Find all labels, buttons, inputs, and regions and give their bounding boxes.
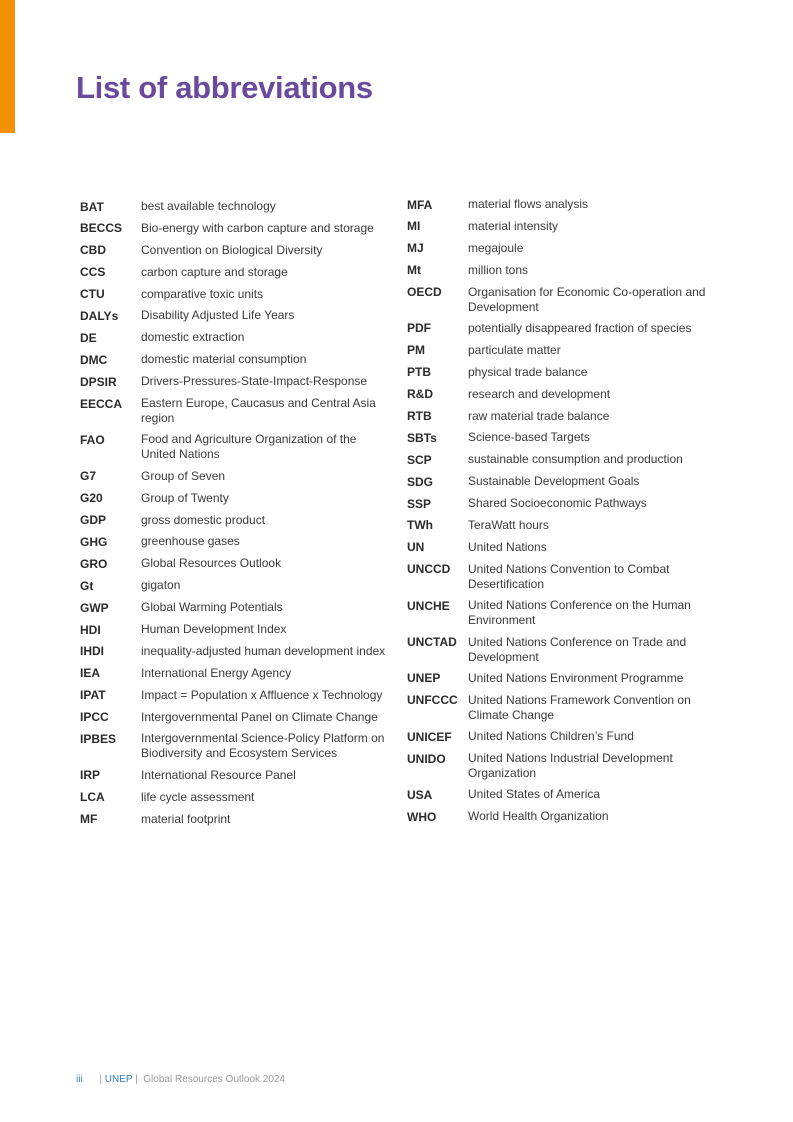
abbreviation-term: OECD xyxy=(407,285,442,300)
abbreviation-definition: Global Warming Potentials xyxy=(141,600,283,615)
abbreviation-definition: Drivers-Pressures-State-Impact-Response xyxy=(141,374,368,389)
abbreviation-term: MFA xyxy=(407,197,433,212)
abbreviation-term: LCA xyxy=(80,790,105,805)
abbreviation-entry xyxy=(407,321,727,337)
abbreviation-term: SBTs xyxy=(407,430,437,445)
abbreviation-term: IPCC xyxy=(80,710,109,725)
abbreviation-term: UNIDO xyxy=(407,751,446,766)
page-number: iii xyxy=(76,1074,83,1085)
abbreviation-definition: greenhouse gases xyxy=(141,534,240,549)
abbreviation-entry xyxy=(80,308,390,324)
abbreviation-definition: Eastern Europe, Caucasus and Central Asia region xyxy=(141,396,376,426)
abbreviation-entry xyxy=(407,343,727,359)
abbreviation-entry xyxy=(80,221,390,237)
abbreviation-entry xyxy=(80,790,390,806)
abbreviation-term: GRO xyxy=(80,556,108,571)
abbreviation-term: SSP xyxy=(407,496,432,511)
abbreviation-definition: United Nations Convention to Combat Desertification xyxy=(468,561,670,591)
abbreviation-term: SDG xyxy=(407,474,434,489)
abbreviation-term: UNEP xyxy=(407,671,441,686)
footer-separator: | xyxy=(132,1074,144,1085)
abbreviation-entry xyxy=(407,365,727,381)
accent-bar xyxy=(0,0,15,133)
abbreviation-term: DALYs xyxy=(80,308,119,323)
abbreviation-term: Mt xyxy=(407,263,421,278)
abbreviation-definition: Science-based Targets xyxy=(468,430,590,445)
abbreviation-entry xyxy=(80,491,390,507)
abbreviation-definition: research and development xyxy=(468,386,611,401)
abbreviation-definition: raw material trade balance xyxy=(468,408,610,423)
abbreviation-entry xyxy=(407,430,727,446)
abbreviation-term: MI xyxy=(407,219,421,234)
abbreviation-term: PTB xyxy=(407,365,431,380)
abbreviation-entry xyxy=(80,199,390,215)
abbreviation-definition: Intergovernmental Panel on Climate Change xyxy=(141,709,378,724)
abbreviation-entry xyxy=(407,263,727,279)
abbreviation-term: DE xyxy=(80,330,97,345)
footer-publication: Global Resources Outlook 2024 xyxy=(143,1074,286,1085)
abbreviation-term: UNICEF xyxy=(407,729,452,744)
abbreviation-definition: Group of Twenty xyxy=(141,490,229,505)
abbreviation-entry xyxy=(80,287,390,303)
abbreviation-entry xyxy=(407,729,727,745)
abbreviation-definition: sustainable consumption and production xyxy=(468,452,683,467)
abbreviation-term: IPBES xyxy=(80,731,117,746)
abbreviation-term: RTB xyxy=(407,409,432,424)
abbreviation-definition: International Resource Panel xyxy=(141,767,296,782)
page-footer xyxy=(76,1073,285,1087)
abbreviation-term: SCP xyxy=(407,452,432,467)
abbreviation-entry xyxy=(407,219,727,235)
abbreviation-term: CTU xyxy=(80,287,105,302)
abbreviation-term: FAO xyxy=(80,432,105,447)
abbreviation-entry xyxy=(80,352,390,368)
abbreviation-entry xyxy=(80,265,390,281)
abbreviation-definition: United Nations Environment Programme xyxy=(468,670,684,685)
abbreviation-term: CCS xyxy=(80,265,106,280)
abbreviation-term: PDF xyxy=(407,321,431,336)
abbreviation-entry xyxy=(407,387,727,403)
abbreviation-entry xyxy=(80,710,390,726)
abbreviation-definition: Convention on Biological Diversity xyxy=(141,242,323,257)
abbreviation-entry xyxy=(407,496,727,512)
abbreviation-term: G7 xyxy=(80,469,97,484)
abbreviation-entry xyxy=(407,671,727,687)
abbreviation-entry xyxy=(407,693,727,723)
abbreviation-term: UNCHE xyxy=(407,598,450,613)
abbreviation-entry xyxy=(407,474,727,490)
abbreviation-definition: gross domestic product xyxy=(141,512,266,527)
abbreviation-term: USA xyxy=(407,787,433,802)
abbreviation-term: UN xyxy=(407,540,425,555)
abbreviation-term: UNFCCC xyxy=(407,693,458,708)
abbreviation-definition: Impact = Population x Affluence x Technology xyxy=(141,687,383,702)
abbreviation-definition: domestic material consumption xyxy=(141,352,307,367)
abbreviation-entry xyxy=(407,809,727,825)
abbreviation-definition: TeraWatt hours xyxy=(468,517,549,532)
abbreviation-definition: carbon capture and storage xyxy=(141,264,288,279)
abbreviation-definition: domestic extraction xyxy=(141,330,245,345)
abbreviation-term: GWP xyxy=(80,600,109,615)
page-title: List of abbreviations xyxy=(76,70,373,105)
abbreviation-term: IPAT xyxy=(80,688,106,703)
abbreviation-term: DMC xyxy=(80,352,108,367)
footer-org: UNEP xyxy=(104,1074,133,1085)
abbreviation-definition: physical trade balance xyxy=(468,364,588,379)
abbreviation-definition: megajoule xyxy=(468,240,524,255)
abbreviation-term: GDP xyxy=(80,513,107,528)
abbreviation-definition: material flows analysis xyxy=(468,197,589,211)
abbreviation-entry xyxy=(407,285,727,315)
abbreviation-definition: million tons xyxy=(468,262,529,277)
abbreviation-definition: United Nations Children’s Fund xyxy=(468,729,634,744)
abbreviation-term: Gt xyxy=(80,578,94,593)
abbreviation-definition: best available technology xyxy=(141,199,276,213)
abbreviation-entry xyxy=(80,432,390,462)
abbreviation-entry xyxy=(407,518,727,534)
abbreviation-entry xyxy=(80,731,390,761)
abbreviation-entry xyxy=(80,768,390,784)
abbreviation-term: EECCA xyxy=(80,396,123,411)
abbreviation-definition: potentially disappeared fraction of species xyxy=(468,320,692,335)
abbreviation-definition: Shared Socioeconomic Pathways xyxy=(468,496,647,511)
abbreviation-definition: Group of Seven xyxy=(141,468,226,483)
abbreviation-definition: Disability Adjusted Life Years xyxy=(141,308,295,323)
abbreviation-entry xyxy=(80,469,390,485)
abbreviation-entry xyxy=(407,562,727,592)
abbreviation-term: UNCTAD xyxy=(407,635,457,650)
abbreviation-definition: Intergovernmental Science-Policy Platform on Biodiversity and Ecosystem Services xyxy=(141,731,385,761)
abbreviation-definition: United Nations Industrial Development Organization xyxy=(468,751,673,781)
abbreviation-entry xyxy=(407,635,727,665)
abbreviation-definition: comparative toxic units xyxy=(141,286,264,301)
abbreviation-entry xyxy=(80,556,390,572)
abbreviation-entry xyxy=(80,330,390,346)
abbreviation-entry xyxy=(80,622,390,638)
abbreviation-entry xyxy=(80,374,390,390)
abbreviation-term: DPSIR xyxy=(80,374,117,389)
abbreviation-entry xyxy=(80,600,390,616)
abbreviation-term: TWh xyxy=(407,518,433,533)
abbreviation-definition: United Nations xyxy=(468,539,547,554)
abbreviation-term: BAT xyxy=(80,199,104,214)
abbreviation-list-left xyxy=(80,199,390,834)
abbreviation-definition: material footprint xyxy=(141,811,231,826)
abbreviation-entry xyxy=(407,598,727,628)
abbreviation-definition: material intensity xyxy=(468,218,559,233)
abbreviation-definition: gigaton xyxy=(141,578,181,593)
abbreviation-term: UNCCD xyxy=(407,562,451,577)
abbreviation-entry xyxy=(80,578,390,594)
abbreviation-entry xyxy=(80,666,390,682)
abbreviation-term: IRP xyxy=(80,768,101,783)
abbreviation-entry xyxy=(80,396,390,426)
abbreviation-term: G20 xyxy=(80,491,103,506)
abbreviation-term: IEA xyxy=(80,666,101,681)
abbreviation-entry xyxy=(80,243,390,259)
abbreviation-list-right xyxy=(407,197,727,831)
abbreviation-definition: Sustainable Development Goals xyxy=(468,474,640,489)
abbreviation-entry xyxy=(407,409,727,425)
abbreviation-definition: International Energy Agency xyxy=(141,665,292,680)
abbreviation-term: BECCS xyxy=(80,221,123,236)
abbreviation-definition: World Health Organization xyxy=(468,809,609,824)
footer-separator: | xyxy=(99,1074,105,1085)
abbreviation-entry xyxy=(407,197,727,213)
abbreviation-entry xyxy=(80,644,390,660)
abbreviation-entry xyxy=(80,688,390,704)
abbreviation-definition: inequality-adjusted human development index xyxy=(141,643,386,658)
abbreviation-entry xyxy=(407,540,727,556)
abbreviation-term: MJ xyxy=(407,241,424,256)
abbreviation-term: HDI xyxy=(80,622,101,637)
abbreviation-definition: Food and Agriculture Organization of the United Nations xyxy=(141,432,357,462)
abbreviation-term: PM xyxy=(407,343,425,358)
abbreviation-definition: Global Resources Outlook xyxy=(141,556,282,571)
abbreviation-entry xyxy=(407,452,727,468)
abbreviation-term: GHG xyxy=(80,534,108,549)
abbreviation-term: WHO xyxy=(407,809,437,824)
abbreviation-definition: life cycle assessment xyxy=(141,789,255,804)
abbreviation-definition: United Nations Conference on Trade and Development xyxy=(468,634,687,664)
abbreviation-entry xyxy=(80,513,390,529)
abbreviation-term: MF xyxy=(80,812,98,827)
abbreviation-entry xyxy=(407,751,727,781)
abbreviation-term: CBD xyxy=(80,243,106,258)
abbreviation-term: R&D xyxy=(407,387,433,402)
abbreviation-definition: Bio-energy with carbon capture and storage xyxy=(141,220,374,235)
abbreviation-entry xyxy=(80,534,390,550)
abbreviation-entry xyxy=(407,787,727,803)
abbreviation-definition: Human Development Index xyxy=(141,622,287,637)
abbreviation-definition: Organisation for Economic Co-operation and Development xyxy=(468,284,706,314)
abbreviation-definition: particulate matter xyxy=(468,342,561,357)
abbreviation-definition: United Nations Framework Convention on Climate Change xyxy=(468,692,691,722)
abbreviation-entry xyxy=(80,812,390,828)
abbreviation-entry xyxy=(407,241,727,257)
abbreviation-definition: United States of America xyxy=(468,787,601,802)
abbreviation-definition: United Nations Conference on the Human Environment xyxy=(468,598,691,628)
abbreviation-term: IHDI xyxy=(80,644,104,659)
